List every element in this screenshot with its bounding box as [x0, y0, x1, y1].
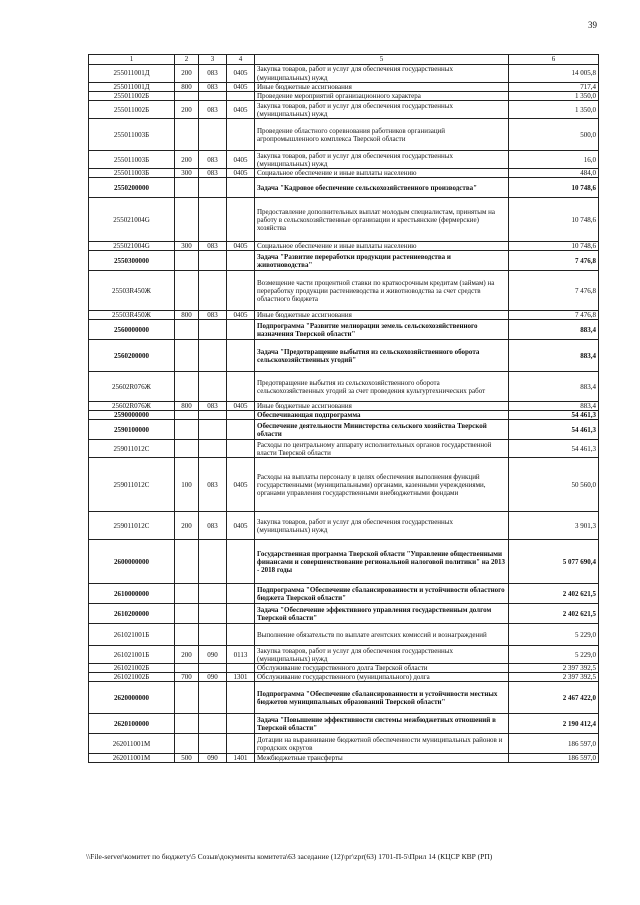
table-header-row — [89, 55, 599, 65]
row-section-code — [227, 178, 255, 198]
table-row — [89, 714, 599, 734]
row-code: 259011012С — [89, 458, 175, 512]
row-amount: 883,4 — [509, 402, 599, 411]
table-row — [89, 119, 599, 151]
row-amount: 50 560,0 — [509, 458, 599, 512]
row-ministry-code — [199, 584, 227, 604]
row-expense-type — [175, 198, 199, 242]
row-code: 2600000000 — [89, 540, 175, 584]
row-name: Подпрограмма "Развитие мелиорации земель сельскохозяйственного назначения Тверской области" — [255, 320, 509, 340]
table-row — [89, 624, 599, 646]
row-expense-type — [175, 734, 199, 754]
table-row — [89, 646, 599, 664]
row-section-code — [227, 271, 255, 311]
row-section-code — [227, 372, 255, 402]
row-section-code: 0405 — [227, 151, 255, 169]
row-amount: 2 402 621,5 — [509, 584, 599, 604]
row-ministry-code: 083 — [199, 458, 227, 512]
row-amount: 717,4 — [509, 83, 599, 92]
row-section-code: 1401 — [227, 754, 255, 763]
row-ministry-code: 083 — [199, 65, 227, 83]
row-section-code: 0405 — [227, 311, 255, 320]
table-row — [89, 458, 599, 512]
row-amount: 883,4 — [509, 340, 599, 372]
row-section-code — [227, 340, 255, 372]
row-amount: 16,0 — [509, 151, 599, 169]
row-amount: 1 350,0 — [509, 92, 599, 101]
row-expense-type — [175, 320, 199, 340]
row-name: Иные бюджетные ассигнования — [255, 311, 509, 320]
row-expense-type: 200 — [175, 646, 199, 664]
row-expense-type: 300 — [175, 169, 199, 178]
row-section-code — [227, 198, 255, 242]
row-section-code — [227, 624, 255, 646]
row-section-code — [227, 411, 255, 420]
table-row — [89, 320, 599, 340]
row-code: 262011001М — [89, 754, 175, 763]
row-ministry-code: 090 — [199, 754, 227, 763]
row-amount: 7 476,8 — [509, 271, 599, 311]
row-name: Предоставление дополнительных выплат молодым специалистам, принятым на работу в сельскохозяйственные организации и крестьянские (фермерские) хозяйства — [255, 198, 509, 242]
row-expense-type: 800 — [175, 402, 199, 411]
row-name: Закупка товаров, работ и услуг для обеспечения государственных (муниципальных) нужд — [255, 512, 509, 540]
row-section-code — [227, 119, 255, 151]
row-expense-type: 800 — [175, 311, 199, 320]
row-code: 2560000000 — [89, 320, 175, 340]
row-ministry-code — [199, 420, 227, 440]
row-amount: 1 350,0 — [509, 101, 599, 119]
row-ministry-code: 083 — [199, 151, 227, 169]
row-amount: 2 402 621,5 — [509, 604, 599, 624]
row-code: 255021004G — [89, 198, 175, 242]
table-row — [89, 372, 599, 402]
row-code: 25602R076Ж — [89, 402, 175, 411]
row-code: 25503R450Ж — [89, 271, 175, 311]
row-code: 255011003Б — [89, 169, 175, 178]
row-expense-type: 200 — [175, 101, 199, 119]
row-amount: 186 597,0 — [509, 754, 599, 763]
row-expense-type — [175, 251, 199, 271]
row-expense-type — [175, 664, 199, 673]
row-ministry-code — [199, 320, 227, 340]
row-name: Обеспечивающая подпрограмма — [255, 411, 509, 420]
table-row — [89, 411, 599, 420]
row-amount: 5 229,0 — [509, 646, 599, 664]
row-name: Подпрограмма "Обеспечение сбалансированности и устойчивости местных бюджетов муниципальных образований Тверской области" — [255, 682, 509, 714]
table-row — [89, 604, 599, 624]
row-code: 2550300000 — [89, 251, 175, 271]
row-amount: 883,4 — [509, 372, 599, 402]
header-col-4: 4 — [227, 55, 255, 65]
row-code: 255021004G — [89, 242, 175, 251]
row-name: Социальное обеспечение и иные выплаты населению — [255, 169, 509, 178]
row-section-code: 1301 — [227, 673, 255, 682]
row-name: Расходы по центральному аппарату исполнительных органов государственной власти Тверской области — [255, 440, 509, 458]
row-amount: 883,4 — [509, 320, 599, 340]
row-ministry-code: 083 — [199, 512, 227, 540]
row-code: 261021002Б — [89, 664, 175, 673]
row-name: Закупка товаров, работ и услуг для обеспечения государственных (муниципальных) нужд — [255, 151, 509, 169]
row-code: 2590000000 — [89, 411, 175, 420]
row-amount: 500,0 — [509, 119, 599, 151]
row-code: 2610200000 — [89, 604, 175, 624]
row-amount: 54 461,3 — [509, 440, 599, 458]
row-amount: 2 397 392,5 — [509, 673, 599, 682]
row-name: Задача "Кадровое обеспечение сельскохозяйственного производства" — [255, 178, 509, 198]
table-row — [89, 178, 599, 198]
row-code: 2620000000 — [89, 682, 175, 714]
row-section-code: 0405 — [227, 402, 255, 411]
row-code: 261021001Б — [89, 646, 175, 664]
row-code: 261021002Б — [89, 673, 175, 682]
row-name: Закупка товаров, работ и услуг для обеспечения государственных (муниципальных) нужд — [255, 65, 509, 83]
row-name: Подпрограмма "Обеспечение сбалансированности и устойчивости областного бюджета Тверской области" — [255, 584, 509, 604]
table-row — [89, 92, 599, 101]
row-ministry-code — [199, 372, 227, 402]
row-code: 261021001Б — [89, 624, 175, 646]
row-name: Предотвращение выбытия из сельскохозяйственного оборота сельскохозяйственных угодий за счет проведения культуртехнических работ — [255, 372, 509, 402]
table-row — [89, 682, 599, 714]
row-section-code: 0405 — [227, 169, 255, 178]
row-section-code — [227, 540, 255, 584]
row-code: 255011002Б — [89, 101, 175, 119]
row-ministry-code: 083 — [199, 101, 227, 119]
row-amount: 10 748,6 — [509, 178, 599, 198]
row-name: Иные бюджетные ассигнования — [255, 402, 509, 411]
row-expense-type: 800 — [175, 83, 199, 92]
row-ministry-code: 083 — [199, 83, 227, 92]
row-ministry-code — [199, 734, 227, 754]
row-section-code — [227, 682, 255, 714]
row-ministry-code — [199, 664, 227, 673]
row-expense-type: 100 — [175, 458, 199, 512]
row-ministry-code — [199, 198, 227, 242]
table-row — [89, 271, 599, 311]
row-ministry-code — [199, 624, 227, 646]
row-amount: 7 476,8 — [509, 311, 599, 320]
header-col-2: 2 — [175, 55, 199, 65]
row-expense-type — [175, 271, 199, 311]
row-section-code — [227, 320, 255, 340]
row-expense-type — [175, 584, 199, 604]
row-expense-type — [175, 411, 199, 420]
page-number: 39 — [588, 20, 597, 30]
row-expense-type — [175, 92, 199, 101]
header-col-1: 1 — [89, 55, 175, 65]
table-row — [89, 251, 599, 271]
row-ministry-code: 090 — [199, 646, 227, 664]
row-name: Расходы на выплаты персоналу в целях обеспечения выполнения функций государственными (муниципальными) органами, казенными учреждениями, органами управления государственными внебюджетными фондами — [255, 458, 509, 512]
table-row — [89, 540, 599, 584]
row-name: Возмещение части процентной ставки по краткосрочным кредитам (займам) на переработку продукции растениеводства и животноводства за счет средств областного бюджета — [255, 271, 509, 311]
row-code: 255011003Б — [89, 119, 175, 151]
row-name: Государственная программа Тверской области "Управление общественными финансами и совершенствование региональной налоговой политики" на 2013 - 2018 годы — [255, 540, 509, 584]
row-ministry-code: 090 — [199, 673, 227, 682]
row-expense-type: 200 — [175, 151, 199, 169]
row-expense-type: 200 — [175, 512, 199, 540]
row-ministry-code: 083 — [199, 311, 227, 320]
row-code: 255011003Б — [89, 151, 175, 169]
row-name: Обслуживание государственного (муниципального) долга — [255, 673, 509, 682]
row-amount: 2 397 392,5 — [509, 664, 599, 673]
row-code: 25503R450Ж — [89, 311, 175, 320]
table-row — [89, 664, 599, 673]
header-col-3: 3 — [199, 55, 227, 65]
row-code: 2620100000 — [89, 714, 175, 734]
table-row — [89, 198, 599, 242]
header-col-6: 6 — [509, 55, 599, 65]
budget-table — [88, 54, 599, 763]
row-section-code: 0405 — [227, 83, 255, 92]
row-name: Выполнение обязательств по выплате агентских комиссий и вознаграждений — [255, 624, 509, 646]
row-code: 262011001М — [89, 734, 175, 754]
row-expense-type — [175, 420, 199, 440]
row-expense-type — [175, 440, 199, 458]
row-amount: 484,0 — [509, 169, 599, 178]
table-row — [89, 65, 599, 83]
row-code: 255011001Д — [89, 83, 175, 92]
row-expense-type — [175, 682, 199, 714]
table-row — [89, 512, 599, 540]
row-section-code — [227, 664, 255, 673]
footer-file-path: \\File-server\комитет по бюджету\5 Созыв\документы комитета\63 заседание (12)\рг\zpr(63) 1701-П-5\Прил 14 (КЦСР КВР (РП) — [86, 852, 493, 861]
row-code: 2610000000 — [89, 584, 175, 604]
row-code: 25602R076Ж — [89, 372, 175, 402]
header-col-5: 5 — [255, 55, 509, 65]
row-amount: 14 005,8 — [509, 65, 599, 83]
row-name: Обслуживание государственного долга Тверской области — [255, 664, 509, 673]
table-row — [89, 584, 599, 604]
table-row — [89, 101, 599, 119]
row-ministry-code — [199, 178, 227, 198]
row-name: Проведение областного соревнования работников организаций агропромышленного комплекса Тверской области — [255, 119, 509, 151]
row-amount: 5 077 690,4 — [509, 540, 599, 584]
row-code: 2560200000 — [89, 340, 175, 372]
row-ministry-code — [199, 604, 227, 624]
row-section-code: 0405 — [227, 242, 255, 251]
table-row — [89, 420, 599, 440]
row-expense-type — [175, 624, 199, 646]
table-row — [89, 734, 599, 754]
row-ministry-code — [199, 119, 227, 151]
table-row — [89, 402, 599, 411]
row-expense-type — [175, 178, 199, 198]
row-section-code — [227, 420, 255, 440]
row-section-code — [227, 714, 255, 734]
row-name: Задача "Развитие переработки продукции растениеводства и животноводства" — [255, 251, 509, 271]
row-ministry-code — [199, 440, 227, 458]
row-amount: 2 467 422,0 — [509, 682, 599, 714]
row-expense-type: 300 — [175, 242, 199, 251]
table-row — [89, 440, 599, 458]
table-body — [89, 65, 599, 763]
table-row — [89, 754, 599, 763]
row-name: Иные бюджетные ассигнования — [255, 83, 509, 92]
row-amount: 54 461,3 — [509, 420, 599, 440]
row-expense-type: 500 — [175, 754, 199, 763]
row-code: 259011012С — [89, 440, 175, 458]
row-amount: 5 229,0 — [509, 624, 599, 646]
row-expense-type — [175, 604, 199, 624]
row-ministry-code — [199, 540, 227, 584]
row-section-code: 0405 — [227, 458, 255, 512]
table-row — [89, 242, 599, 251]
row-name: Дотации на выравнивание бюджетной обеспеченности муниципальных районов и городских округов — [255, 734, 509, 754]
row-name: Межбюджетные трансферты — [255, 754, 509, 763]
row-code: 255011001Д — [89, 65, 175, 83]
row-amount: 10 748,6 — [509, 242, 599, 251]
row-code: 2550200000 — [89, 178, 175, 198]
row-section-code: 0405 — [227, 101, 255, 119]
row-section-code: 0405 — [227, 65, 255, 83]
row-amount: 10 748,6 — [509, 198, 599, 242]
row-section-code: 0113 — [227, 646, 255, 664]
row-ministry-code — [199, 411, 227, 420]
row-name: Проведение мероприятий организационного характера — [255, 92, 509, 101]
row-section-code: 0405 — [227, 512, 255, 540]
row-name: Закупка товаров, работ и услуг для обеспечения государственных (муниципальных) нужд — [255, 101, 509, 119]
row-expense-type — [175, 119, 199, 151]
row-expense-type — [175, 540, 199, 584]
row-name: Обеспечение деятельности Министерства сельского хозяйства Тверской области — [255, 420, 509, 440]
row-ministry-code — [199, 271, 227, 311]
row-ministry-code: 083 — [199, 402, 227, 411]
row-ministry-code — [199, 714, 227, 734]
table-row — [89, 83, 599, 92]
row-name: Задача "Повышение эффективности системы межбюджетных отношений в Тверской области" — [255, 714, 509, 734]
row-section-code — [227, 604, 255, 624]
row-amount: 3 901,3 — [509, 512, 599, 540]
table-row — [89, 151, 599, 169]
row-section-code — [227, 584, 255, 604]
row-code: 259011012С — [89, 512, 175, 540]
row-expense-type: 700 — [175, 673, 199, 682]
row-amount: 186 597,0 — [509, 734, 599, 754]
row-name: Социальное обеспечение и иные выплаты населению — [255, 242, 509, 251]
row-expense-type — [175, 714, 199, 734]
row-code: 2590100000 — [89, 420, 175, 440]
row-expense-type: 200 — [175, 65, 199, 83]
row-name: Закупка товаров, работ и услуг для обеспечения государственных (муниципальных) нужд — [255, 646, 509, 664]
row-ministry-code — [199, 92, 227, 101]
table-row — [89, 169, 599, 178]
row-expense-type — [175, 340, 199, 372]
row-amount: 54 461,3 — [509, 411, 599, 420]
row-ministry-code — [199, 251, 227, 271]
row-section-code — [227, 251, 255, 271]
row-ministry-code — [199, 340, 227, 372]
row-name: Задача "Обеспечение эффективного управления государственным долгом Тверской области" — [255, 604, 509, 624]
row-ministry-code: 083 — [199, 169, 227, 178]
row-expense-type — [175, 372, 199, 402]
row-section-code — [227, 92, 255, 101]
row-section-code — [227, 440, 255, 458]
table-row — [89, 340, 599, 372]
row-ministry-code — [199, 682, 227, 714]
table-row — [89, 311, 599, 320]
row-section-code — [227, 734, 255, 754]
row-code: 255011002Б — [89, 92, 175, 101]
table-row — [89, 673, 599, 682]
row-amount: 2 190 412,4 — [509, 714, 599, 734]
row-name: Задача "Предотвращение выбытия из сельскохозяйственного оборота сельскохозяйственных угодий" — [255, 340, 509, 372]
row-ministry-code: 083 — [199, 242, 227, 251]
row-amount: 7 476,8 — [509, 251, 599, 271]
